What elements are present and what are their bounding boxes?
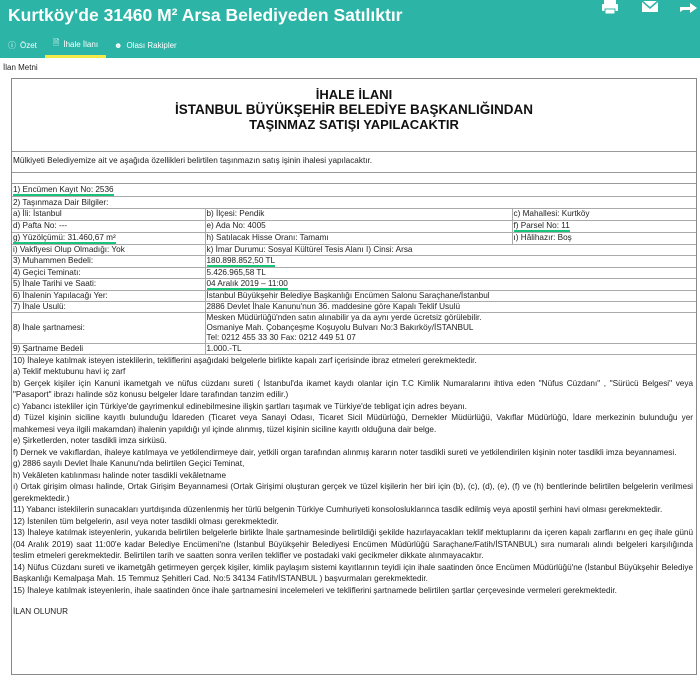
print-icon[interactable] bbox=[600, 0, 620, 14]
document-icon: 🗎 bbox=[52, 38, 60, 47]
table-cell: 2886 Devlet İhale Kanunu'nun 36. maddesine göre Kapalı Teklif Usulü bbox=[205, 301, 696, 312]
table-row bbox=[12, 278, 696, 290]
table-row bbox=[12, 343, 696, 354]
heading-institution: İSTANBUL BÜYÜKŞEHİR BELEDİYE BAŞKANLIĞINDAN bbox=[174, 102, 534, 117]
mail-icon[interactable] bbox=[640, 0, 660, 14]
table-cell bbox=[205, 256, 696, 268]
paragraph: 12) İstenilen tüm belgelerin, asıl veya noter tasdikli olması gerekmektedir. bbox=[13, 516, 279, 526]
info-icon: ⓘ bbox=[8, 41, 16, 50]
table-row bbox=[12, 256, 696, 268]
table-row bbox=[12, 209, 696, 220]
table-cell: 9) Şartname Bedeli bbox=[12, 343, 205, 354]
table-cell: k) İmar Durumu: Sosyal Kültürel Tesis Alanı I) Cinsi: Arsa bbox=[205, 244, 696, 255]
table-row bbox=[12, 301, 696, 312]
sartname-line: Tel: 0212 455 33 30 Fax: 0212 449 51 07 bbox=[206, 332, 356, 342]
table-cell: 5) İhale Tarihi ve Saati: bbox=[12, 278, 205, 290]
table-cell: d) Pafta No: --- bbox=[12, 220, 205, 232]
table-cell: İstanbul Büyükşehir Belediye Başkanlığı Encümen Salonu Saraçhane/İstanbul bbox=[205, 290, 696, 301]
users-icon: ☻ bbox=[114, 41, 123, 50]
paragraph: 14) Nüfus Cüzdanı sureti ve ikametgâh getirmeyen gerçek kişiler, kimlik paylaşım sistemi kayıtlarının teyidi için ihale saatinden önce Encümen Müdürlüğü'ne (İstanbul Büyükşehir Belediye Başkanlığı Kemalpaşa Mah. 15 Temmuz Şehitleri Cad. No:5 34134 Fatih/İSTANBUL ) başvurmaları gerekmektedir. bbox=[13, 562, 693, 583]
ihale-tarihi-value: 04 Aralık 2019 – 11:00 bbox=[206, 278, 288, 288]
auction-details-table bbox=[12, 256, 696, 355]
tab-label: Özet bbox=[20, 41, 37, 50]
paragraph: f) Dernek ve vakıflardan, ihaleye katılmaya ve yetkilendirmeye dair, yetkili organ tarafından alınmış kararın noter tasdikli sureti ve yetkilendirilen kişinin noter tasdikli imza beyannamesi. bbox=[13, 447, 677, 457]
tab-ihale-ilani[interactable] bbox=[45, 33, 106, 58]
yuzolcumu-value: g) Yüzölçümü: 31.460,67 m² bbox=[13, 232, 116, 242]
table-cell: 8) İhale şartnamesi: bbox=[12, 312, 205, 343]
paragraph: h) Vekâleten katılınması halinde noter tasdikli vekâletname bbox=[13, 470, 226, 480]
table-cell: 3) Muhammen Bedeli: bbox=[12, 256, 205, 268]
share-icon[interactable] bbox=[678, 0, 698, 14]
closing-text: İLAN OLUNUR bbox=[13, 607, 69, 616]
paragraph: c) Yabancı istekliler için Türkiye'de gayrimenkul edinebilmesine ilişkin şartları taşımak ve Türkiye'de tebligat için adres beyanı. bbox=[13, 401, 467, 411]
paragraph: 11) Yabancı isteklilerin sunacakları yurtdışında düzenlenmiş her türlü belgenin Türkiye Cumhuriyeti konsolosluklarınca tasdik edilmiş veya apostil şerhini havi olması gerekmektedir. bbox=[13, 505, 663, 514]
paragraph: 10) İhaleye katılmak isteyen isteklilerin, tekliflerini aşağıdaki belgelerle birlikte kapalı zarf içerisinde ibraz etmeleri gerekmektedir. bbox=[13, 355, 477, 365]
table-cell: ı) Hâlihazır: Boş bbox=[512, 232, 696, 244]
table-row bbox=[12, 244, 696, 255]
paragraph: ı) Ortak girişim olması halinde, Ortak Girişim Beyannamesi (Ortak Girişimi oluşturan gerçek ve tüzel kişilerin her biri için (b), (c), (d), (e), (f) ve (h) bentlerinde belirtilen belgelerin verilmesi gerekmektedir.) bbox=[13, 482, 693, 503]
table-cell bbox=[205, 312, 696, 343]
paragraph: g) 2886 sayılı Devlet İhale Kanunu'nda belirtilen Geçici Teminat, bbox=[13, 459, 245, 468]
sartname-line: Mesken Müdürlüğü'nden satın alınabilir ya da aynı yerde ücretsiz görülebilir. bbox=[206, 312, 482, 322]
table-cell: 1.000.-TL bbox=[205, 343, 696, 354]
paragraph: a) Teklif mektubunu havi iç zarf bbox=[13, 367, 126, 376]
encumen-value: 1) Encümen Kayıt No: 2536 bbox=[13, 185, 114, 194]
muhammen-bedel-value: 180.898.852,50 TL bbox=[206, 255, 276, 265]
table-row bbox=[12, 267, 696, 278]
table-row bbox=[12, 232, 696, 244]
property-info-table bbox=[12, 209, 696, 256]
table-row bbox=[12, 312, 696, 343]
section-label: İlan Metni bbox=[3, 63, 38, 72]
table-cell: c) Mahallesi: Kurtköy bbox=[512, 209, 696, 220]
table-cell: h) Satılacak Hisse Oranı: Tamamı bbox=[205, 232, 512, 244]
table-cell: b) İlçesi: Pendik bbox=[205, 209, 512, 220]
table-cell bbox=[512, 220, 696, 232]
paragraph: d) Tüzel kişinin siciline kayıtlı bulunduğu İdareden (Ticaret veya Sanayi Odası, Ticaret Sicil Müdürlüğü, Dernekler Müdürlüğü, Vakıflar Müdürlüğü, İdare merkezinin bulunduğu yer mahkemesi veya ilgili makamdan) ihalenin yapıldığı yıl içinde alınmış, tüzel kişinin siciline kayıtlı olduğuna dair belge. bbox=[13, 413, 693, 434]
item-encumen bbox=[12, 184, 696, 197]
table-cell bbox=[205, 278, 696, 290]
tab-olasi-rakipler[interactable] bbox=[106, 33, 185, 58]
page-title: Kurtköy'de 31460 M² Arsa Belediyeden Satılıktır bbox=[8, 5, 403, 25]
intro-text: Mülkiyeti Belediyemize ait ve aşağıda özellikleri belirtilen taşınmazın satış işinin ihalesi yapılacaktır. bbox=[13, 156, 373, 165]
item-bilgiler: 2) Taşınmaza Dair Bilgiler: bbox=[12, 197, 696, 209]
table-row bbox=[12, 220, 696, 232]
paragraph: 15) İhaleye katılmak isteyenlerin, ihale saatinden önce ihale şartnamesini incelemeleri ve tekliflerini şartnamede belirtilen şartlar çerçevesinde vermeleri gerekmektedir. bbox=[13, 585, 617, 595]
table-cell: a) İli: İstanbul bbox=[12, 209, 205, 220]
paragraph: b) Gerçek kişiler için Kanuni ikametgah ve nüfus cüzdanı sureti ( İstanbul'da ikamet kaydı olanlar için T.C Kimlik Numaralarını ihtiva eden "Nüfus Cüzdanı" , "Sürücü Belgesi" veya "Pasaport" ibrazı halinde söz konusu belgeler İdare tarafından tanzim edilir.) bbox=[13, 378, 693, 399]
paragraph: 13) İhaleye katılmak isteyenlerin, yukarıda belirtilen belgelerle birlikte İhale şartnamesinde belirtildiği şekilde hazırlayacakları teklif mektuplarını da içeren kapalı zarflarını en geç ihale günü (04 Aralık 2019) saat 11:00'e kadar Belediye Encümeni'ne (İstanbul Büyükşehir Belediyesi Encümen Müdürlüğü Saraçhane/Fatih/İSTANBUL) sıra numaralı alındı belgeleri karşılığında teslim etmeleri gerekmektedir. Belirtilen tarih ve saatten sonra verilen teklifler ve postadaki vaki gecikmeler dikkate alınmayacaktır. bbox=[13, 528, 693, 560]
tab-bar bbox=[0, 33, 185, 58]
tab-ozet[interactable] bbox=[0, 33, 45, 58]
table-cell: 7) İhale Usulü: bbox=[12, 301, 205, 312]
app-header bbox=[0, 0, 700, 58]
tab-label: Olası Rakipler bbox=[126, 41, 177, 50]
heading-subject: TAŞINMAZ SATIŞI YAPILACAKTIR bbox=[249, 117, 459, 132]
tab-label: İhale İlanı bbox=[63, 39, 99, 49]
heading-title: İHALE İLANI bbox=[315, 87, 393, 102]
parsel-value: f) Parsel No: 11 bbox=[513, 220, 570, 230]
announcement-document bbox=[11, 78, 697, 675]
table-cell: i) Vakfiyesi Olup Olmadığı: Yok bbox=[12, 244, 205, 255]
table-cell: 6) İhalenin Yapılacağı Yer: bbox=[12, 290, 205, 301]
table-cell bbox=[12, 232, 205, 244]
paragraph: e) Şirketlerden, noter tasdikli imza sirküsü. bbox=[13, 436, 167, 445]
table-cell: 5.426.965,58 TL bbox=[205, 267, 696, 278]
table-row bbox=[12, 290, 696, 301]
table-cell: e) Ada No: 4005 bbox=[205, 220, 512, 232]
sartname-line: Osmaniye Mah. Çobançeşme Koşuyolu Bulvarı No:3 Bakırköy/İSTANBUL bbox=[206, 322, 474, 332]
table-cell: 4) Geçici Teminatı: bbox=[12, 267, 205, 278]
